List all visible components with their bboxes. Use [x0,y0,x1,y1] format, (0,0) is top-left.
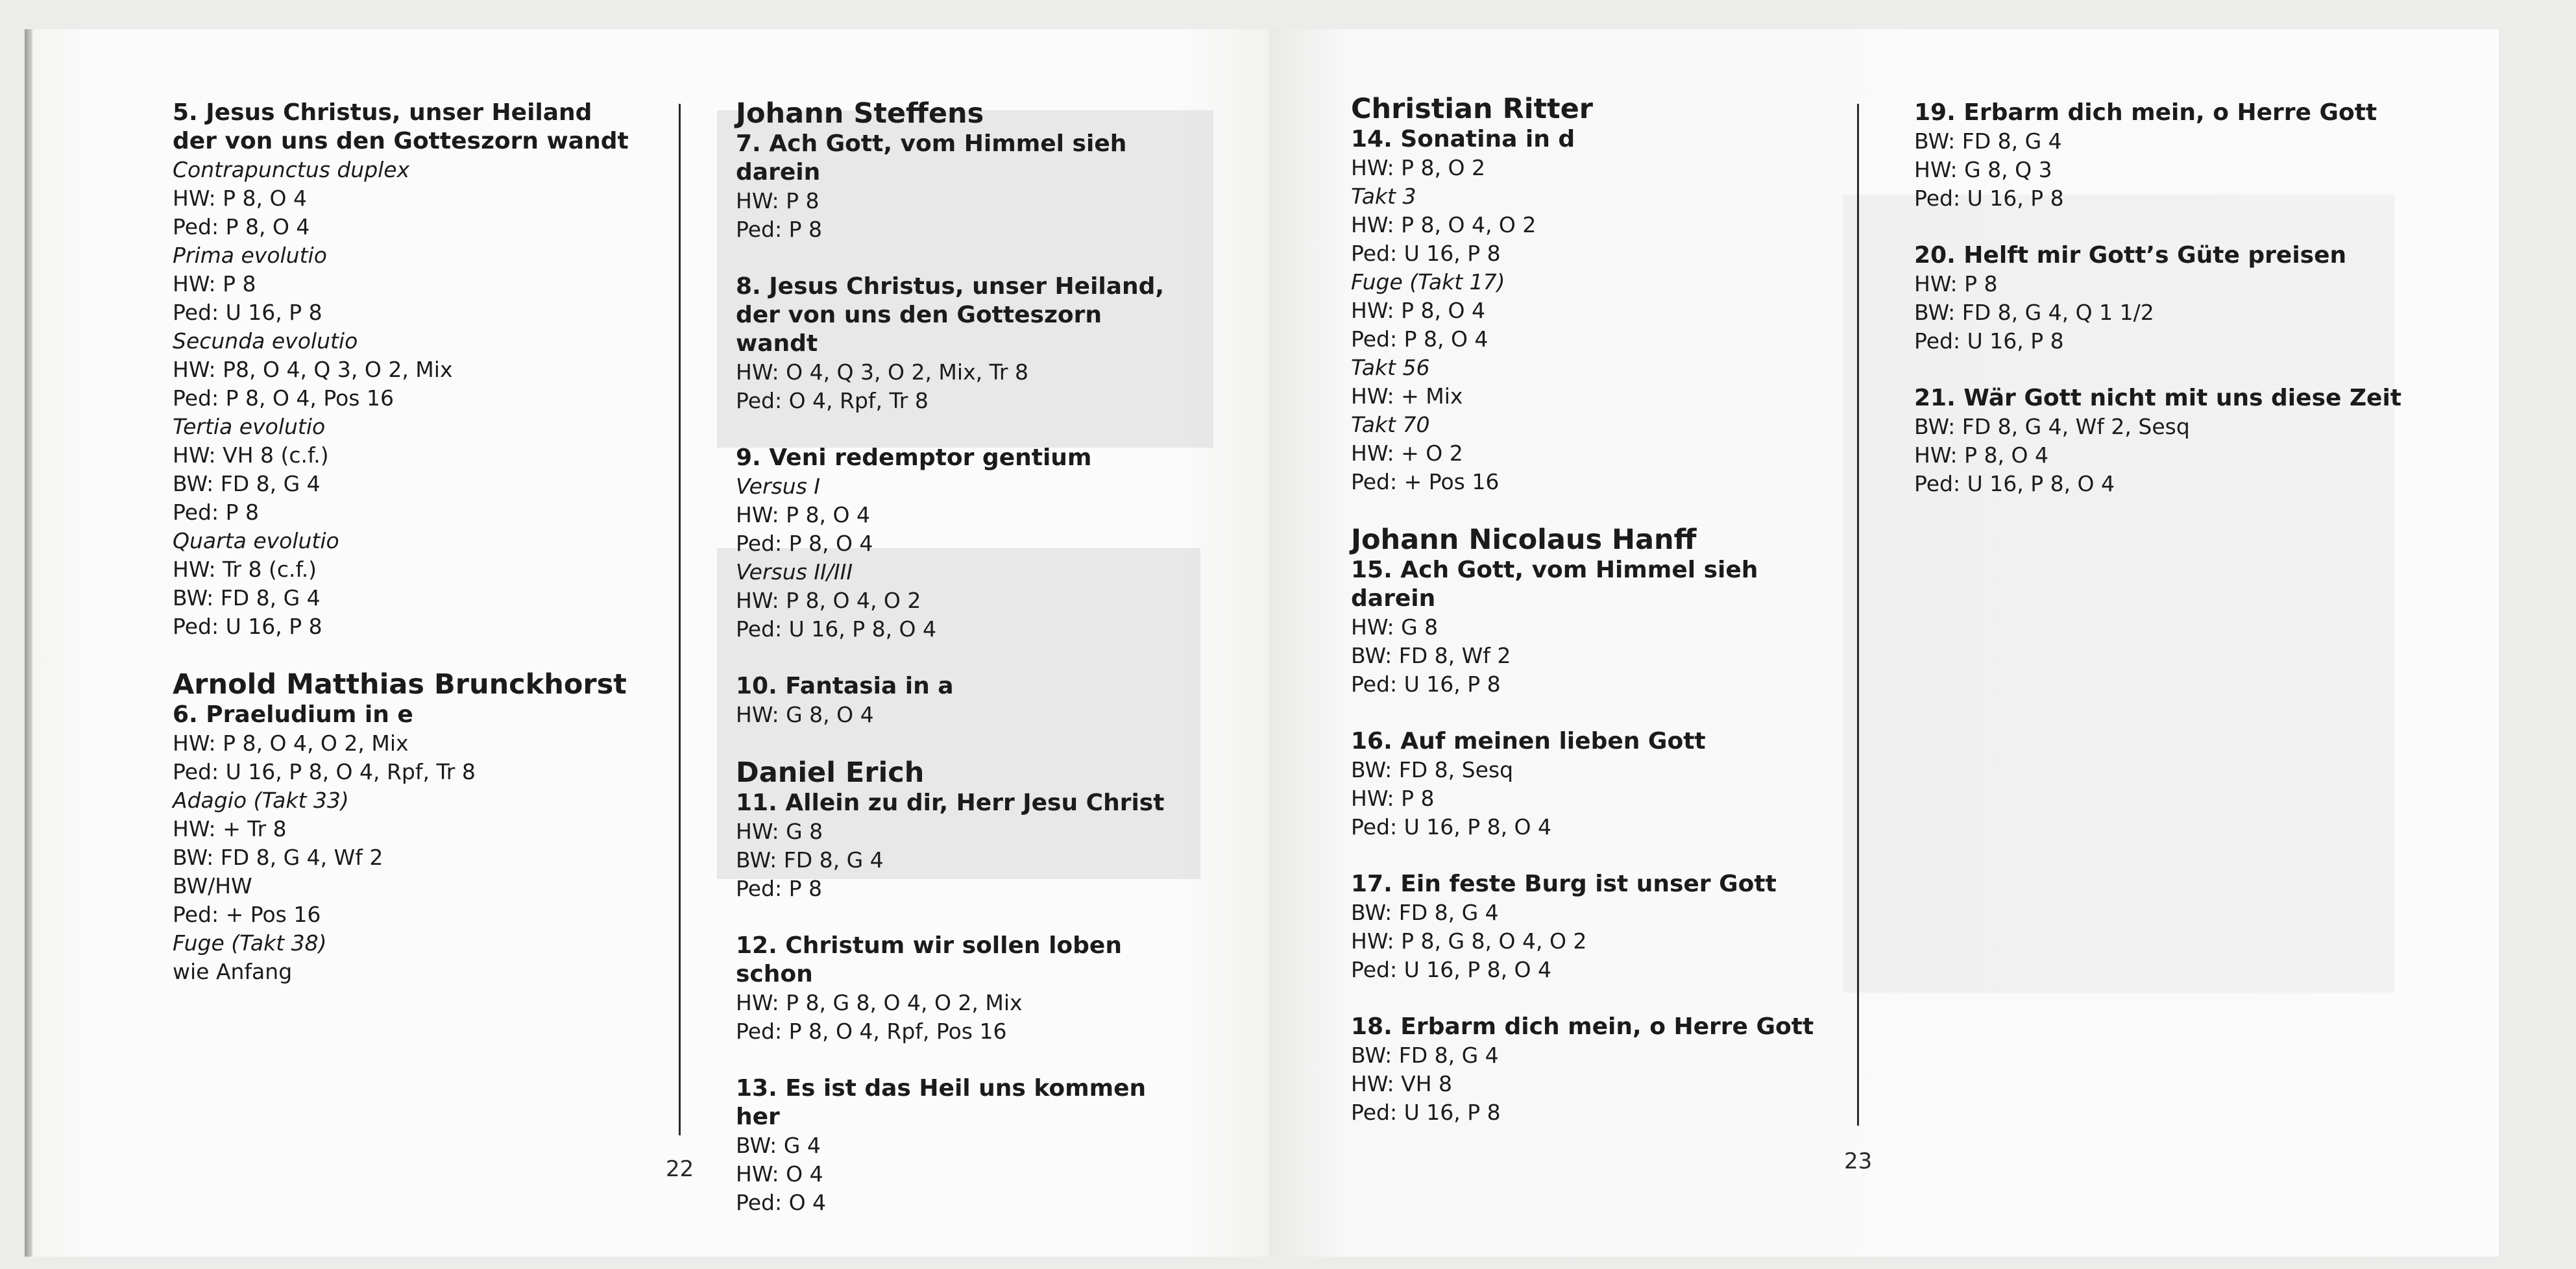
registration-line: HW: G 8, Q 3 [1914,157,2052,182]
piece-entry [1351,870,1831,984]
registration-line: HW: P 8, O 4 [1351,298,1485,323]
page-number-left: 22 [666,1156,694,1182]
registration-line: HW: P 8, O 4 [736,502,870,527]
registration-line: HW: O 4 [736,1161,823,1187]
piece-title: 21. Wär Gott nicht mit uns diese Zeit [1914,385,2402,411]
piece-title: 13. Es ist das Heil uns kommen her [736,1075,1147,1130]
registration-line: BW: FD 8, G 4, Wf 2, Sesq [1914,414,2190,439]
registration-line: BW: FD 8, G 4 [173,585,321,610]
column-1 [173,99,666,1015]
piece-title: 19. Erbarm dich mein, o Herre Gott [1914,99,2377,126]
registration-line: HW: P8, O 4, Q 3, O 2, Mix [173,357,453,382]
registration-line: HW: P 8, O 2 [1351,155,1485,180]
registration-line: HW: VH 8 [1351,1071,1452,1096]
section-label: Secunda evolutio [173,328,358,354]
section-label: Contrapunctus duplex [173,157,410,182]
registration-line: Ped: U 16, P 8 [1914,186,2064,211]
registration-line: HW: P 8, O 4, O 2, Mix [173,731,409,756]
registration-line: Ped: P 8, O 4 [736,531,873,556]
composer-name: Johann Nicolaus Hanff [1351,524,1697,556]
registration-line: Ped: U 16, P 8 [1351,1100,1501,1125]
registration-line: BW/HW [173,873,252,899]
registration-line: HW: P 8, O 4 [173,186,307,211]
piece-entry [736,272,1190,415]
piece-title: 10. Fantasia in a [736,673,954,699]
piece-entry [1351,94,1831,496]
piece-entry [1351,727,1831,841]
registration-line: BW: FD 8, G 4 [1914,128,2062,154]
section-label: Quarta evolutio [173,528,339,553]
registration-line: BW: FD 8, G 4 [736,847,884,873]
registration-line: HW: P 8 [1914,271,1998,296]
registration-line: Ped: U 16, P 8, O 4, Rpf, Tr 8 [173,759,476,784]
piece-title: 7. Ach Gott, vom Himmel sieh darein [736,130,1127,186]
registration-line: BW: FD 8, Wf 2 [1351,643,1511,668]
registration-line: Ped: P 8 [736,217,822,242]
piece-title: 11. Allein zu dir, Herr Jesu Christ [736,790,1165,816]
piece-title: der von uns den Gotteszorn wandt [173,128,629,154]
registration-line: BW: FD 8, G 4, Wf 2 [173,845,383,870]
piece-title: 17. Ein feste Burg ist unser Gott [1351,871,1777,897]
composer-name: Johann Steffens [736,97,984,130]
piece-entry [736,672,1190,729]
registration-line: HW: P 8 [173,271,256,296]
registration-line: Ped: U 16, P 8, O 4 [1351,957,1552,982]
registration-line: HW: + Tr 8 [173,816,287,841]
registration-line: BW: FD 8, Sesq [1351,757,1514,782]
registration-line: HW: P 8 [1351,786,1435,811]
section-label: Fuge (Takt 38) [173,930,327,956]
piece-entry [736,758,1190,903]
piece-title: 6. Praeludium in e [173,701,413,728]
registration-line: Ped: P 8 [736,876,822,901]
piece-entry [736,444,1190,644]
registration-line: HW: O 4, Q 3, O 2, Mix, Tr 8 [736,359,1028,385]
registration-line: Ped: + Pos 16 [173,902,321,927]
registration-line: HW: P 8, O 4, O 2 [736,588,921,613]
piece-entry [736,99,1190,244]
piece-title: 8. Jesus Christus, unser Heiland, [736,273,1165,300]
registration-line: HW: P 8, G 8, O 4, O 2 [1351,928,1587,954]
piece-entry [1914,99,2407,213]
piece-title: 14. Sonatina in d [1351,126,1575,152]
column-2 [736,99,1190,1246]
piece-title: der von uns den Gotteszorn wandt [736,302,1102,357]
registration-line: Ped: U 16, P 8 [1351,241,1501,266]
section-label: Versus II/III [736,559,853,585]
column-4 [1914,99,2407,527]
registration-line: wie Anfang [173,959,293,984]
registration-line: HW: VH 8 (c.f.) [173,442,329,468]
piece-title: 9. Veni redemptor gentium [736,444,1092,471]
section-label: Takt 70 [1351,412,1430,437]
book-edge [25,29,32,1257]
registration-line: Ped: U 16, P 8, O 4 [1351,814,1552,840]
piece-entry [1914,241,2407,356]
registration-line: HW: P 8, O 4, O 2 [1351,212,1537,237]
registration-line: BW: FD 8, G 4, Q 1 1/2 [1914,300,2154,325]
column-3 [1351,94,1831,1155]
registration-line: HW: P 8, G 8, O 4, O 2, Mix [736,990,1023,1015]
piece-entry [736,932,1190,1046]
registration-line: Ped: P 8, O 4, Pos 16 [173,385,394,411]
registration-line: HW: G 8 [1351,614,1439,640]
piece-title: 12. Christum wir sollen loben schon [736,932,1122,987]
registration-line: BW: FD 8, G 4 [1351,900,1499,925]
registration-line: HW: G 8, O 4 [736,702,874,727]
column-divider [1857,104,1859,1126]
registration-line: Ped: O 4, Rpf, Tr 8 [736,388,929,413]
registration-line: Ped: U 16, P 8 [173,300,322,325]
composer-name: Daniel Erich [736,756,925,789]
piece-entry [173,670,666,986]
registration-line: Ped: P 8 [173,500,259,525]
section-label: Versus I [736,474,821,499]
section-label: Takt 56 [1351,355,1430,380]
piece-entry [1914,384,2407,498]
registration-line: Ped: U 16, P 8 [173,614,322,639]
registration-line: Ped: U 16, P 8, O 4 [736,616,937,642]
section-label: Takt 3 [1351,184,1416,209]
piece-entry [1351,1013,1831,1127]
registration-line: Ped: O 4 [736,1190,827,1215]
section-label: Tertia evolutio [173,414,326,439]
registration-line: HW: + O 2 [1351,441,1463,466]
piece-entry [736,1074,1190,1217]
registration-line: HW: P 8 [736,188,820,213]
registration-line: HW: P 8, O 4 [1914,442,2048,468]
section-label: Fuge (Takt 17) [1351,269,1505,295]
registration-line: Ped: P 8, O 4, Rpf, Pos 16 [736,1019,1007,1044]
registration-line: Ped: + Pos 16 [1351,469,1500,494]
page-number-right: 23 [1844,1148,1873,1174]
section-label: Adagio (Takt 33) [173,788,349,813]
registration-line: BW: FD 8, G 4 [173,471,321,496]
registration-line: BW: FD 8, G 4 [1351,1043,1499,1068]
column-divider [679,104,681,1135]
registration-line: Ped: U 16, P 8 [1914,328,2064,354]
piece-title: 16. Auf meinen lieben Gott [1351,728,1706,755]
piece-title: 5. Jesus Christus, unser Heiland [173,99,592,126]
registration-line: HW: Tr 8 (c.f.) [173,557,317,582]
registration-line: Ped: U 16, P 8 [1351,671,1501,697]
section-label: Prima evolutio [173,243,327,268]
piece-title: 20. Helft mir Gott’s Güte preisen [1914,242,2347,269]
registration-line: HW: G 8 [736,819,823,844]
piece-title: 15. Ach Gott, vom Himmel sieh darein [1351,557,1758,612]
registration-line: BW: G 4 [736,1133,821,1158]
registration-line: HW: + Mix [1351,383,1463,409]
registration-line: Ped: P 8, O 4 [1351,326,1488,352]
composer-name: Arnold Matthias Brunckhorst [173,668,627,701]
piece-title: 18. Erbarm dich mein, o Herre Gott [1351,1013,1814,1040]
registration-line: Ped: P 8, O 4 [173,214,310,239]
composer-name: Christian Ritter [1351,93,1593,125]
registration-line: Ped: U 16, P 8, O 4 [1914,471,2115,496]
piece-entry [173,99,666,641]
piece-entry [1351,525,1831,699]
